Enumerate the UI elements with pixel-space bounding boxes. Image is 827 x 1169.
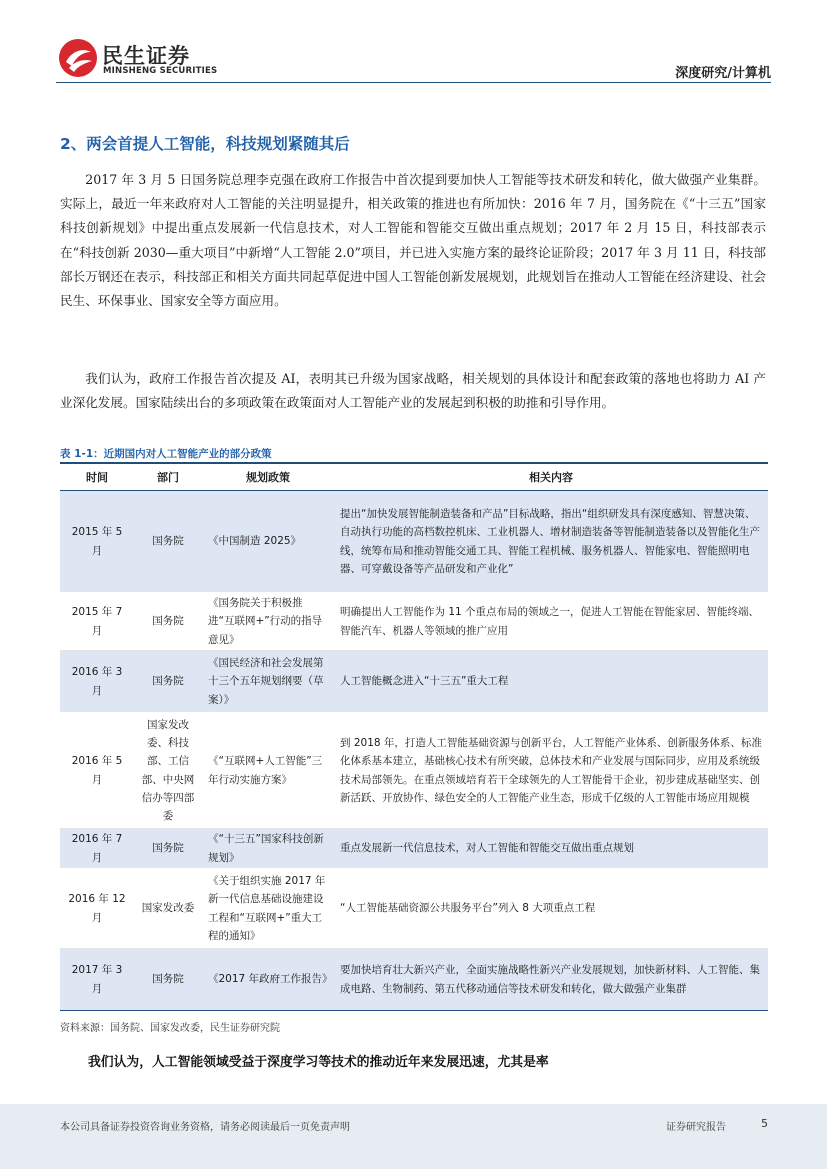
table-caption: 表 1-1：近期国内对人工智能产业的部分政策: [60, 448, 272, 460]
cell-dept: 国务院: [134, 949, 202, 1011]
report-category: 深度研究/计算机: [675, 66, 771, 81]
cell-policy: 《关于组织实施 2017 年新一代信息基础设施建设工程和“互联网+”重大工程的通知》: [202, 869, 334, 949]
conclusion-text: 我们认为，人工智能领域受益于深度学习等技术的推动近年来发展迅速，尤其是率: [88, 1055, 549, 1070]
cell-dept: 国家发改委、科技部、工信部、中央网信办等四部委: [134, 713, 202, 829]
footer-report-type: 证券研究报告: [666, 1122, 726, 1133]
cell-time: 2016 年 7 月: [60, 829, 134, 869]
section-title: 2、两会首提人工智能，科技规划紧随其后: [60, 135, 350, 153]
header-policy: 规划政策: [202, 463, 334, 491]
logo-english-name: MINSHENG SECURITIES: [103, 66, 218, 76]
cell-policy: 《2017 年政府工作报告》: [202, 949, 334, 1011]
cell-policy: 《国务院关于积极推进“互联网+”行动的指导意见》: [202, 593, 334, 651]
cell-policy: 《中国制造 2025》: [202, 491, 334, 593]
cell-policy: 《“互联网+人工智能”三年行动实施方案》: [202, 713, 334, 829]
table-header-row: [60, 463, 768, 491]
table-row: [60, 651, 768, 713]
minsheng-logo-icon: [58, 38, 98, 78]
cell-content: 要加快培育壮大新兴产业，全面实施战略性新兴产业发展规划，加快新材料、人工智能、集成电路、生物制药、第五代移动通信等技术研发和转化，做大做强产业集群: [334, 949, 768, 1011]
cell-time: 2016 年 5 月: [60, 713, 134, 829]
cell-time: 2016 年 3 月: [60, 651, 134, 713]
cell-content: 重点发展新一代信息技术，对人工智能和智能交互做出重点规划: [334, 829, 768, 869]
cell-content: 到 2018 年，打造人工智能基础资源与创新平台，人工智能产业体系、创新服务体系、标准化体系基本建立，基础核心技术有所突破，总体技术和产业发展与国际同步，应用及系统级技术局部领先。在重点领域培育若干全球领先的人工智能骨干企业，初步建成基础坚实、创新活跃、开放协作、绿色安全的人工智能产业生态，形成千亿级的人工智能市场应用规模: [334, 713, 768, 829]
header-divider: [56, 82, 771, 83]
cell-policy: 《“十三五”国家科技创新规划》: [202, 829, 334, 869]
header-dept: 部门: [134, 463, 202, 491]
minsheng-logo: [58, 38, 258, 80]
page-footer: [0, 1104, 827, 1169]
table-row: [60, 949, 768, 1011]
table-row: [60, 869, 768, 949]
cell-dept: 国务院: [134, 491, 202, 593]
cell-policy: 《国民经济和社会发展第十三个五年规划纲要（草案）》: [202, 651, 334, 713]
cell-content: 人工智能概念进入“十三五”重大工程: [334, 651, 768, 713]
cell-time: 2015 年 5 月: [60, 491, 134, 593]
table-row: [60, 829, 768, 869]
page-number: 5: [761, 1117, 768, 1130]
body-paragraph-1: 2017 年 3 月 5 日国务院总理李克强在政府工作报告中首次提到要加快人工智能等技术研发和转化，做大做强产业集群。实际上，最近一年来政府对人工智能的关注明显提升，相关政策的推进也有所加快：2016 年 7 月，国务院在《“十三五”国家科技创新规划》中提出重点发展新一代信息技术，对人工智能和智能交互做出重点规划；2017 年 2 月 15 日，科技部表示在“科技创新 2030—重大项目”中新增“人工智能 2.0”项目，并已进入实施方案的最终论证阶段；2017 年 3 月 11 日，科技部部长万钢还在表示，科技部正和相关方面共同起草促进中国人工智能创新发展规划，此规划旨在推动人工智能在经济建设、社会民生、环保事业、国家安全等方面应用。: [60, 172, 766, 309]
cell-content: 明确提出人工智能作为 11 个重点布局的领域之一，促进人工智能在智能家居、智能终端、智能汽车、机器人等领域的推广应用: [334, 593, 768, 651]
cell-dept: 国务院: [134, 593, 202, 651]
table-row: [60, 593, 768, 651]
cell-dept: 国务院: [134, 829, 202, 869]
page-header: [0, 0, 827, 90]
header-time: 时间: [60, 463, 134, 491]
cell-time: 2015 年 7 月: [60, 593, 134, 651]
cell-dept: 国务院: [134, 651, 202, 713]
table-source: 资料来源：国务院、国家发改委，民生证券研究院: [60, 1023, 280, 1034]
table-row: [60, 491, 768, 593]
header-content: 相关内容: [334, 463, 768, 491]
cell-dept: 国家发改委: [134, 869, 202, 949]
footer-disclaimer: 本公司具备证券投资咨询业务资格，请务必阅读最后一页免责声明: [60, 1122, 350, 1133]
logo-chinese-name: 民生证券: [102, 44, 190, 68]
table-row: [60, 713, 768, 829]
cell-time: 2017 年 3 月: [60, 949, 134, 1011]
policy-table: [60, 462, 768, 1011]
cell-content: “人工智能基础资源公共服务平台”列入 8 大项重点工程: [334, 869, 768, 949]
body-paragraph-2: 我们认为，政府工作报告首次提及 AI，表明其已升级为国家战略，相关规划的具体设计和配套政策的落地也将助力 AI 产业深化发展。国家陆续出台的多项政策在政策面对人工智能产业的发展起到积极的助推和引导作用。: [60, 371, 766, 411]
cell-content: 提出“加快发展智能制造装备和产品”目标战略，指出“组织研发具有深度感知、智慧决策、自动执行功能的高档数控机床、工业机器人、增材制造装备等智能制造装备以及智能化生产线，统筹布局和推动智能交通工具、智能工程机械、服务机器人、智能家电、智能照明电器、可穿戴设备等产品研发和产业化”: [334, 491, 768, 593]
cell-time: 2016 年 12 月: [60, 869, 134, 949]
